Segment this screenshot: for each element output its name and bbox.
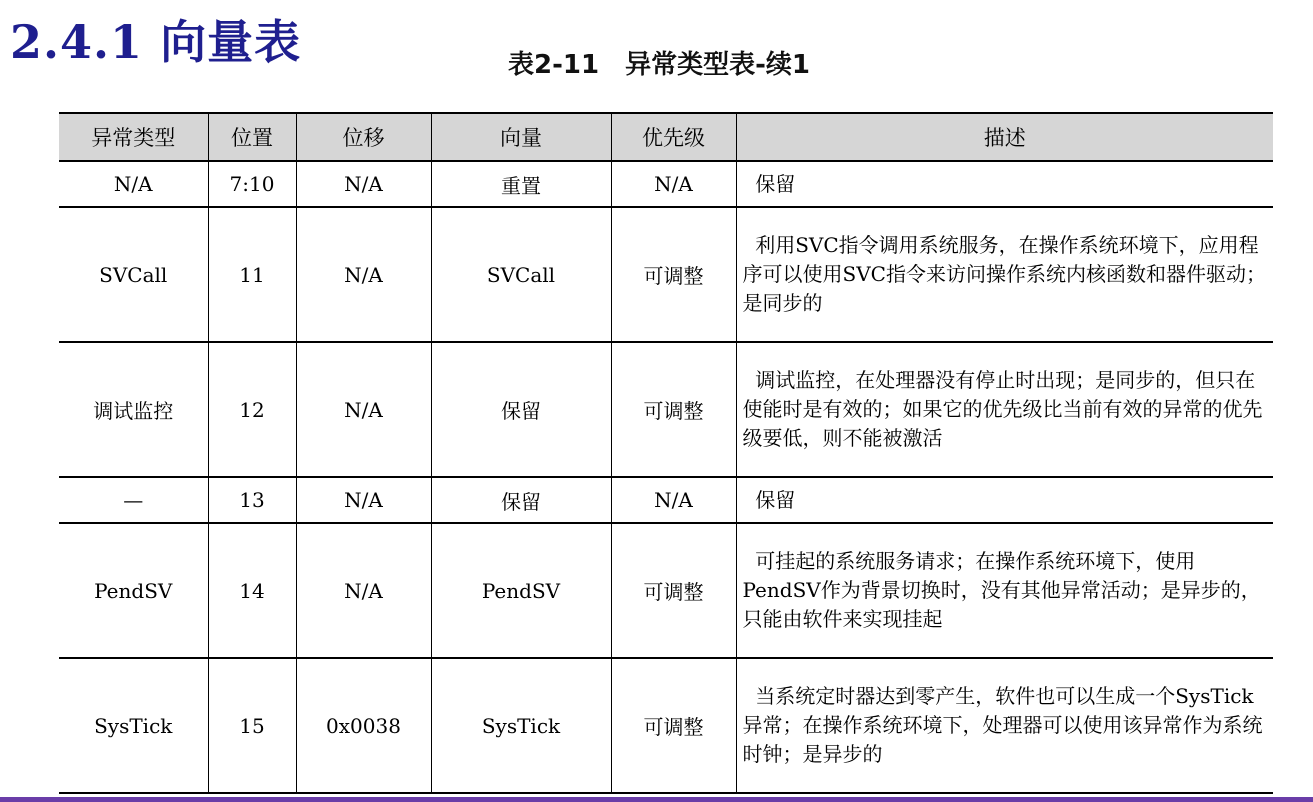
cell-vector: SVCall [431,207,611,342]
cell-offset: N/A [296,523,431,658]
table-row [59,207,1273,342]
cell-position: 15 [208,658,296,793]
cell-vector: SysTick [431,658,611,793]
cell-description: 可挂起的系统服务请求；在操作系统环境下，使用PendSV作为背景切换时，没有其他异常活动；是异步的，只能由软件来实现挂起 [736,523,1273,658]
cell-priority: 可调整 [611,207,736,342]
cell-priority: 可调整 [611,342,736,477]
exception-type-table [59,112,1273,794]
header-vector: 向量 [431,113,611,161]
exception-table-container [59,112,1273,794]
header-priority: 优先级 [611,113,736,161]
table-row [59,342,1273,477]
cell-description: 当系统定时器达到零产生，软件也可以生成一个SysTick异常；在操作系统环境下，处理器可以使用该异常作为系统时钟；是异步的 [736,658,1273,793]
bottom-accent-bar [0,797,1313,802]
cell-offset: N/A [296,161,431,207]
cell-description: 利用SVC指令调用系统服务，在操作系统环境下，应用程序可以使用SVC指令来访问操作系统内核函数和器件驱动；是同步的 [736,207,1273,342]
cell-priority: N/A [611,161,736,207]
cell-priority: N/A [611,477,736,523]
cell-offset: N/A [296,207,431,342]
table-header-row [59,113,1273,161]
cell-priority: 可调整 [611,658,736,793]
table-row [59,658,1273,793]
header-exception-type: 异常类型 [59,113,208,161]
cell-offset: N/A [296,342,431,477]
table-row [59,523,1273,658]
cell-vector: 保留 [431,342,611,477]
header-description: 描述 [736,113,1273,161]
cell-priority: 可调整 [611,523,736,658]
header-offset: 位移 [296,113,431,161]
cell-position: 12 [208,342,296,477]
cell-vector: 重置 [431,161,611,207]
cell-offset: N/A [296,477,431,523]
cell-position: 13 [208,477,296,523]
cell-vector: 保留 [431,477,611,523]
cell-description: 调试监控，在处理器没有停止时出现；是同步的，但只在使能时是有效的；如果它的优先级比当前有效的异常的优先级要低，则不能被激活 [736,342,1273,477]
cell-exception-type: — [59,477,208,523]
cell-vector: PendSV [431,523,611,658]
cell-exception-type: SVCall [59,207,208,342]
cell-exception-type: SysTick [59,658,208,793]
cell-position: 7:10 [208,161,296,207]
cell-position: 11 [208,207,296,342]
cell-description: 保留 [736,477,1273,523]
table-row [59,161,1273,207]
cell-position: 14 [208,523,296,658]
table-row [59,477,1273,523]
cell-offset: 0x0038 [296,658,431,793]
cell-description: 保留 [736,161,1273,207]
cell-exception-type: N/A [59,161,208,207]
slide-title: 2.4.1 向量表 [10,15,302,69]
header-position: 位置 [208,113,296,161]
cell-exception-type: PendSV [59,523,208,658]
table-caption: 表2-11 异常类型表-续1 [508,50,810,80]
cell-exception-type: 调试监控 [59,342,208,477]
